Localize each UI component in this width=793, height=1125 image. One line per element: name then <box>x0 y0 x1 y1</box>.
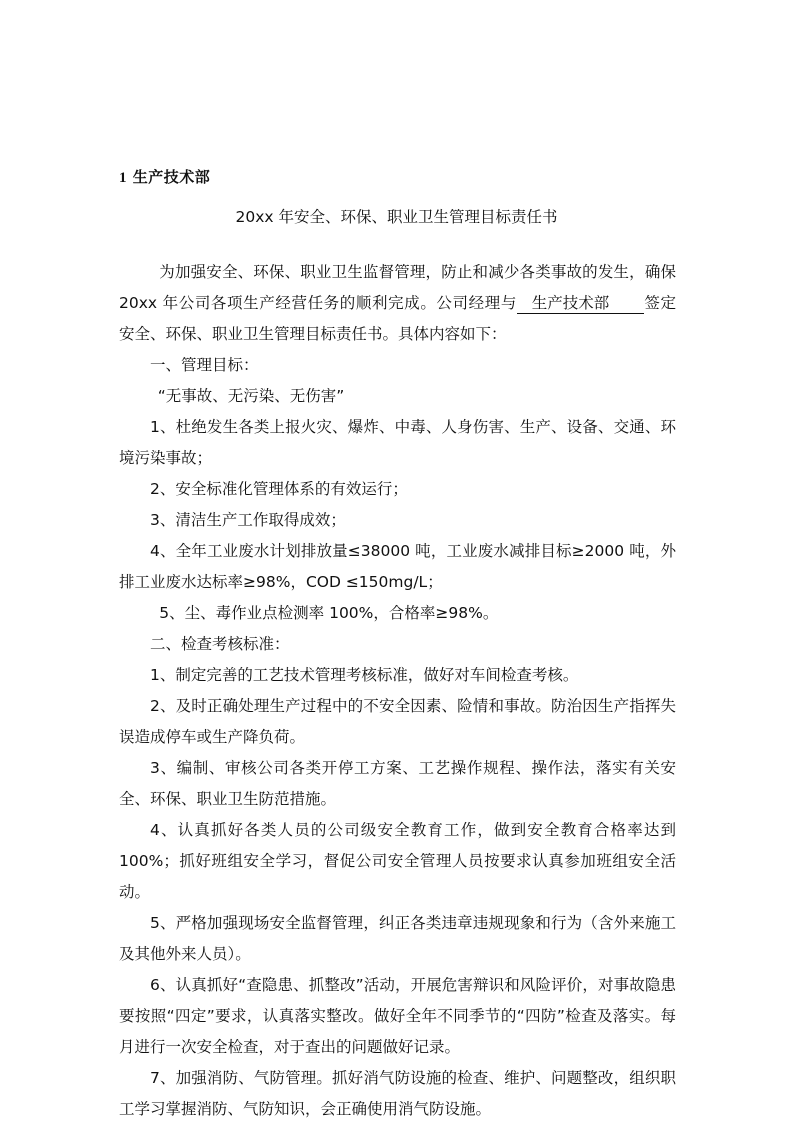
heading-text: 生产技术部 <box>132 168 211 186</box>
section-heading <box>119 166 210 187</box>
intro-text-before: 为加强安全、环保、职业卫生监督管理，防止和减少各类事故的发生，确保 20xx 年公司各项生产经营任务的顺利完成。公司经理与 <box>119 263 676 312</box>
section1-slogan: “无事故、无污染、无伤害” <box>157 387 345 405</box>
section2-item-3: 3、编制、审核公司各类开停工方案、工艺操作规程、操作法，落实有关安全、环保、职业卫生防范措施。 <box>119 759 676 808</box>
document-title: 20xx 年安全、环保、职业卫生管理目标责任书 <box>235 208 558 226</box>
responsible-party: 生产技术部 <box>531 294 610 312</box>
section1-title: 一、管理目标： <box>150 356 259 374</box>
section2-item-6: 6、认真抓好“查隐患、抓整改”活动，开展危害辩识和风险评价，对事故隐患要按照“四定”要求，认真落实整改。做好全年不同季节的“四防”检查及落实。每月进行一次安全检查，对于查出的问题做好记录。 <box>119 976 676 1056</box>
responsible-party-field <box>517 293 644 314</box>
intro-text-after: 签定安全、环保、职业卫生管理目标责任书。具体内容如下： <box>119 294 676 343</box>
section1-item-5: 5、尘、毒作业点检测率 100%，合格率≥98%。 <box>159 604 499 622</box>
section1-item-2: 2、安全标准化管理体系的有效运行； <box>150 480 408 498</box>
document-body <box>119 257 676 1125</box>
section2-item-1: 1、制定完善的工艺技术管理考核标准，做好对车间检查考核。 <box>150 666 579 684</box>
intro-paragraph <box>119 257 676 350</box>
section1-item-4: 4、全年工业废水计划排放量≤38000 吨，工业废水减排目标≥2000 吨，外排工业废水达标率≥98%，COD ≤150mg/L； <box>119 542 676 591</box>
section2-title: 二、检查考核标准： <box>150 635 290 653</box>
section1-item-3: 3、清洁生产工作取得成效； <box>150 511 346 529</box>
section1-item-1: 1、杜绝发生各类上报火灾、爆炸、中毒、人身伤害、生产、设备、交通、环境污染事故； <box>119 418 676 467</box>
section2-item-7: 7、加强消防、气防管理。抓好消气防设施的检查、维护、问题整改，组织职工学习掌握消防、气防知识，会正确使用消气防设施。 <box>119 1069 676 1118</box>
section2-item-4: 4、认真抓好各类人员的公司级安全教育工作，做到安全教育合格率达到100%；抓好班组安全学习，督促公司安全管理人员按要求认真参加班组安全活动。 <box>119 821 676 901</box>
heading-number: 1 <box>119 170 127 186</box>
section2-item-5: 5、严格加强现场安全监督管理，纠正各类违章违规现象和行为（含外来施工及其他外来人员）。 <box>119 914 676 963</box>
section2-item-2: 2、及时正确处理生产过程中的不安全因素、险情和事故。防治因生产指挥失误造成停车或生产降负荷。 <box>119 697 676 746</box>
